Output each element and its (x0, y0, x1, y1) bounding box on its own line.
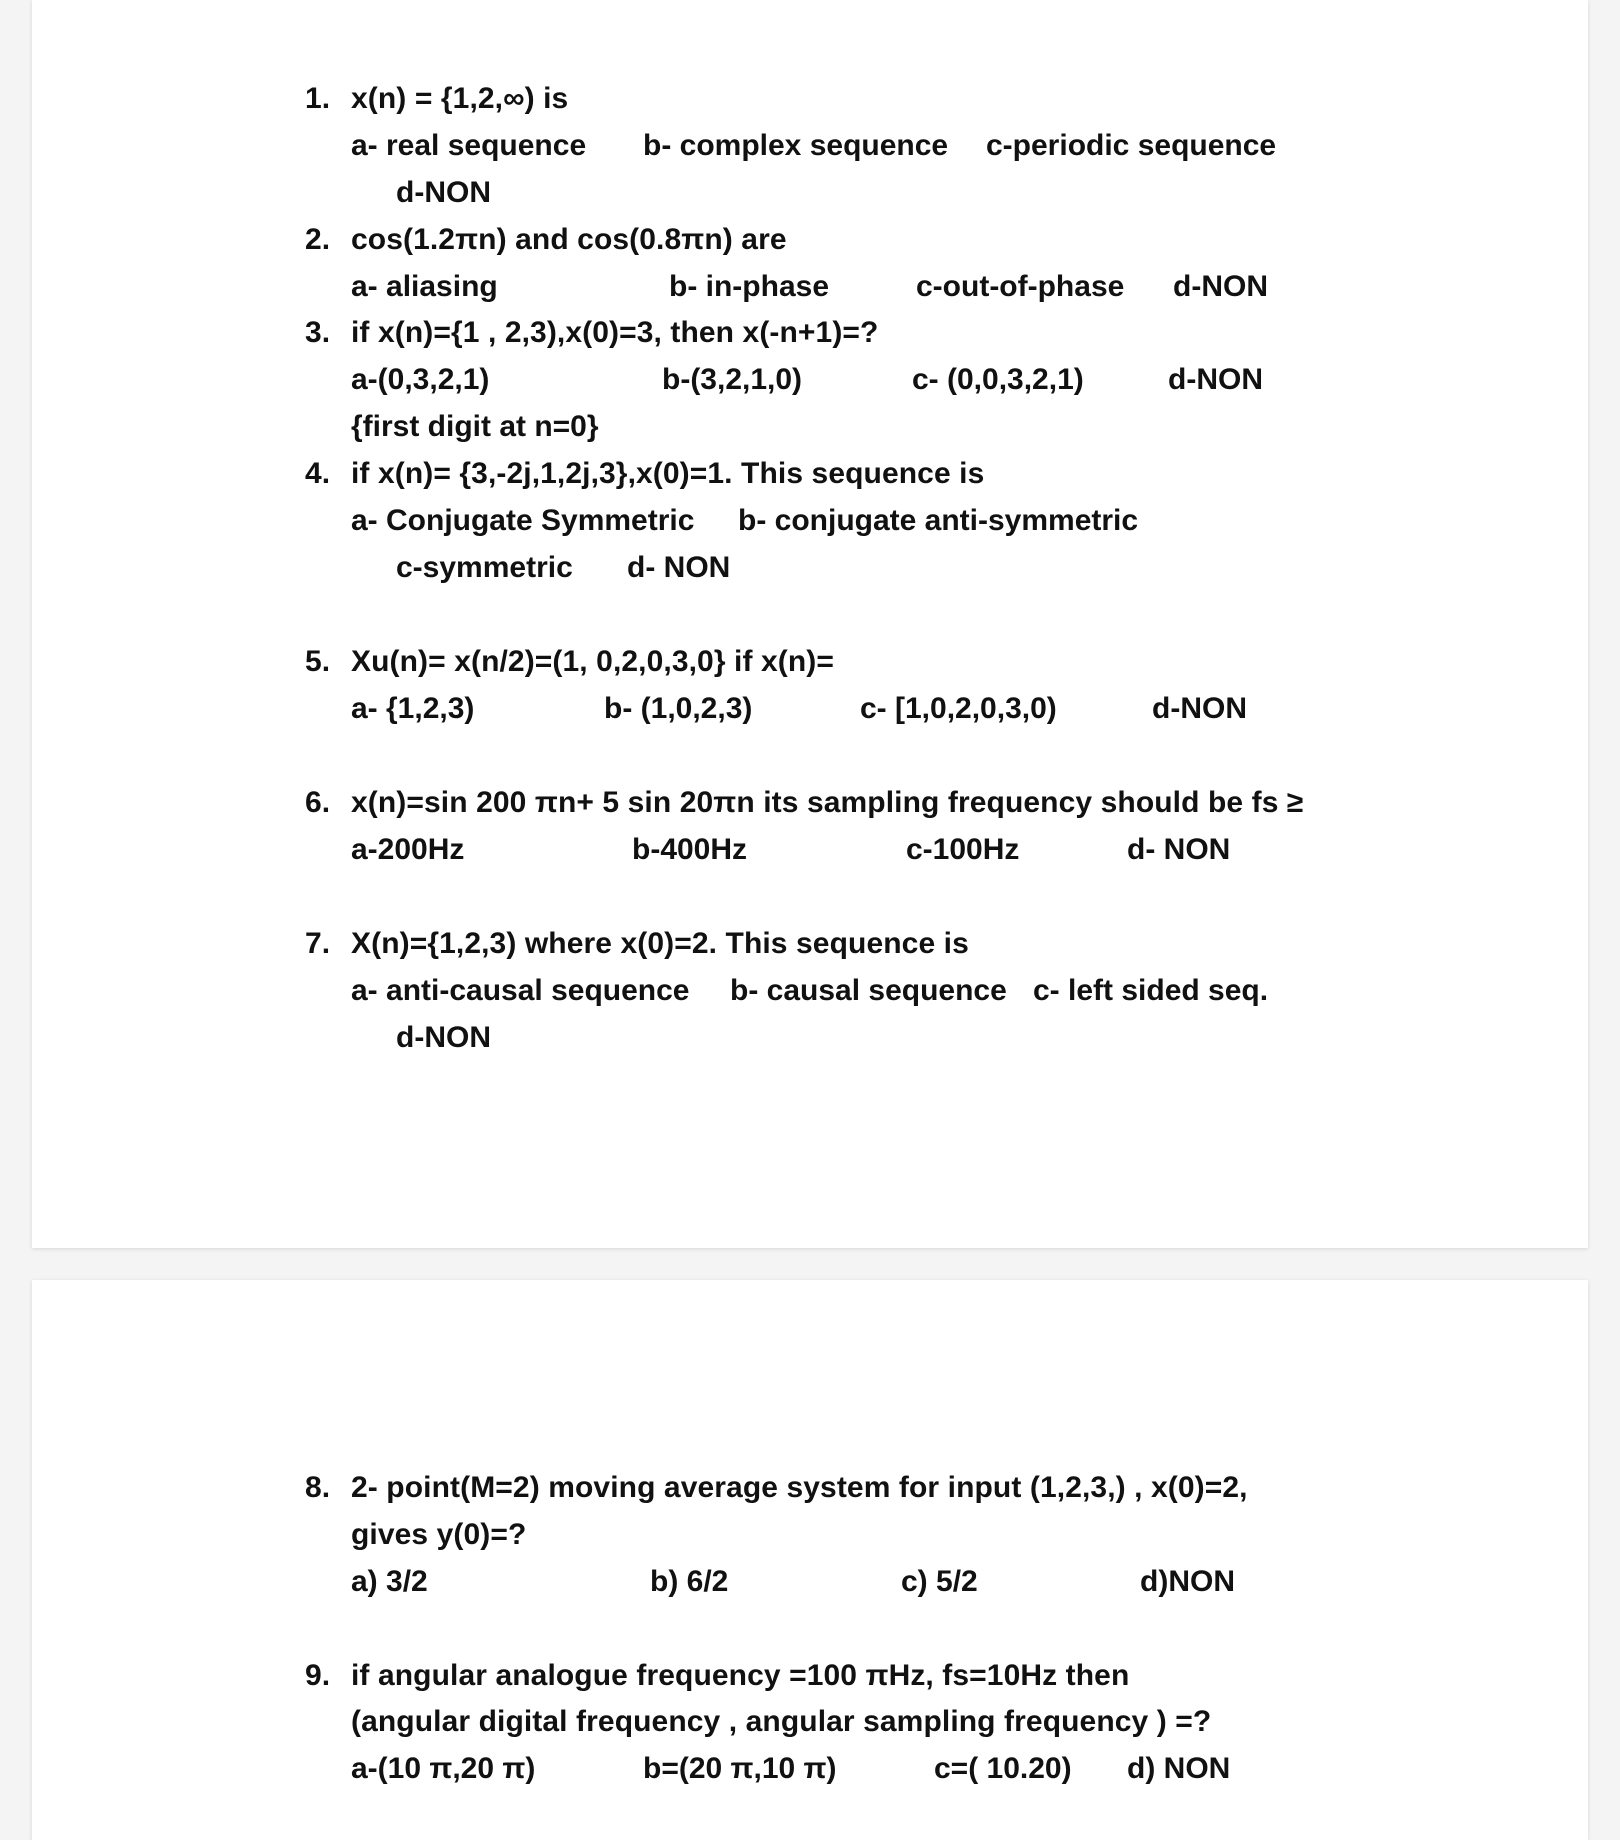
question-note: {first digit at n=0} (351, 410, 599, 443)
option-d: d-NON (1152, 692, 1247, 725)
question-number: 9. (305, 1659, 331, 1692)
option-d: d-NON (396, 1021, 491, 1054)
question-stem: x(n)=sin 200 πn+ 5 sin 20πn its sampling frequency should be fs ≥ (351, 786, 1304, 819)
option-a: a- real sequence (351, 129, 587, 162)
option-b: b) 6/2 (650, 1565, 729, 1598)
question-number: 1. (305, 82, 331, 115)
option-d: d- NON (627, 551, 731, 584)
question-stem: X(n)={1,2,3) where x(0)=2. This sequence is (351, 927, 969, 960)
option-a: a- aliasing (351, 270, 498, 303)
option-a: a-(0,3,2,1) (351, 363, 490, 396)
option-d: d-NON (1168, 363, 1263, 396)
document-page-1 (32, 0, 1588, 1248)
document-page-2 (32, 1280, 1588, 1840)
option-c: c- (0,0,3,2,1) (912, 363, 1084, 396)
option-c: c-symmetric (396, 551, 573, 584)
question-number: 7. (305, 927, 331, 960)
option-a: a- Conjugate Symmetric (351, 504, 695, 537)
option-c: c- [1,0,2,0,3,0) (860, 692, 1057, 725)
option-d: d-NON (1173, 270, 1268, 303)
option-a: a- {1,2,3) (351, 692, 475, 725)
option-b: b- conjugate anti-symmetric (738, 504, 1139, 537)
option-a: a- anti-causal sequence (351, 974, 690, 1007)
option-a: a-200Hz (351, 833, 465, 866)
option-c: c-periodic sequence (986, 129, 1277, 162)
option-b: b- causal sequence (730, 974, 1007, 1007)
option-c: c) 5/2 (901, 1565, 978, 1598)
question-number: 2. (305, 223, 331, 256)
question-number: 6. (305, 786, 331, 819)
question-stem-continued: gives y(0)=? (351, 1518, 527, 1551)
question-stem: if x(n)= {3,-2j,1,2j,3},x(0)=1. This sequence is (351, 457, 985, 490)
option-b: b- (1,0,2,3) (604, 692, 753, 725)
option-d: d- NON (1127, 833, 1231, 866)
question-stem-continued: (angular digital frequency , angular sampling frequency ) =? (351, 1705, 1212, 1738)
option-d: d) NON (1127, 1752, 1231, 1785)
question-stem: Xu(n)= x(n/2)=(1, 0,2,0,3,0} if x(n)= (351, 645, 835, 678)
option-b: b=(20 π,10 π) (643, 1752, 837, 1785)
option-d: d)NON (1140, 1565, 1235, 1598)
question-number: 3. (305, 316, 331, 349)
question-stem: x(n) = {1,2,∞) is (351, 82, 569, 115)
option-c: c=( 10.20) (934, 1752, 1072, 1785)
option-c: c- left sided seq. (1033, 974, 1269, 1007)
question-number: 8. (305, 1471, 331, 1504)
option-b: b- in-phase (669, 270, 830, 303)
option-d: d-NON (396, 176, 491, 209)
option-c: c-out-of-phase (916, 270, 1125, 303)
question-number: 5. (305, 645, 331, 678)
option-b: b-(3,2,1,0) (662, 363, 803, 396)
question-stem: 2- point(M=2) moving average system for input (1,2,3,) , x(0)=2, (351, 1471, 1248, 1504)
option-a: a-(10 π,20 π) (351, 1752, 536, 1785)
question-stem: cos(1.2πn) and cos(0.8πn) are (351, 223, 787, 256)
option-b: b-400Hz (632, 833, 748, 866)
question-stem: if x(n)={1 , 2,3),x(0)=3, then x(-n+1)=? (351, 316, 879, 349)
question-number: 4. (305, 457, 331, 490)
question-stem: if angular analogue frequency =100 πHz, fs=10Hz then (351, 1659, 1130, 1692)
option-a: a) 3/2 (351, 1565, 428, 1598)
option-b: b- complex sequence (643, 129, 949, 162)
option-c: c-100Hz (906, 833, 1020, 866)
